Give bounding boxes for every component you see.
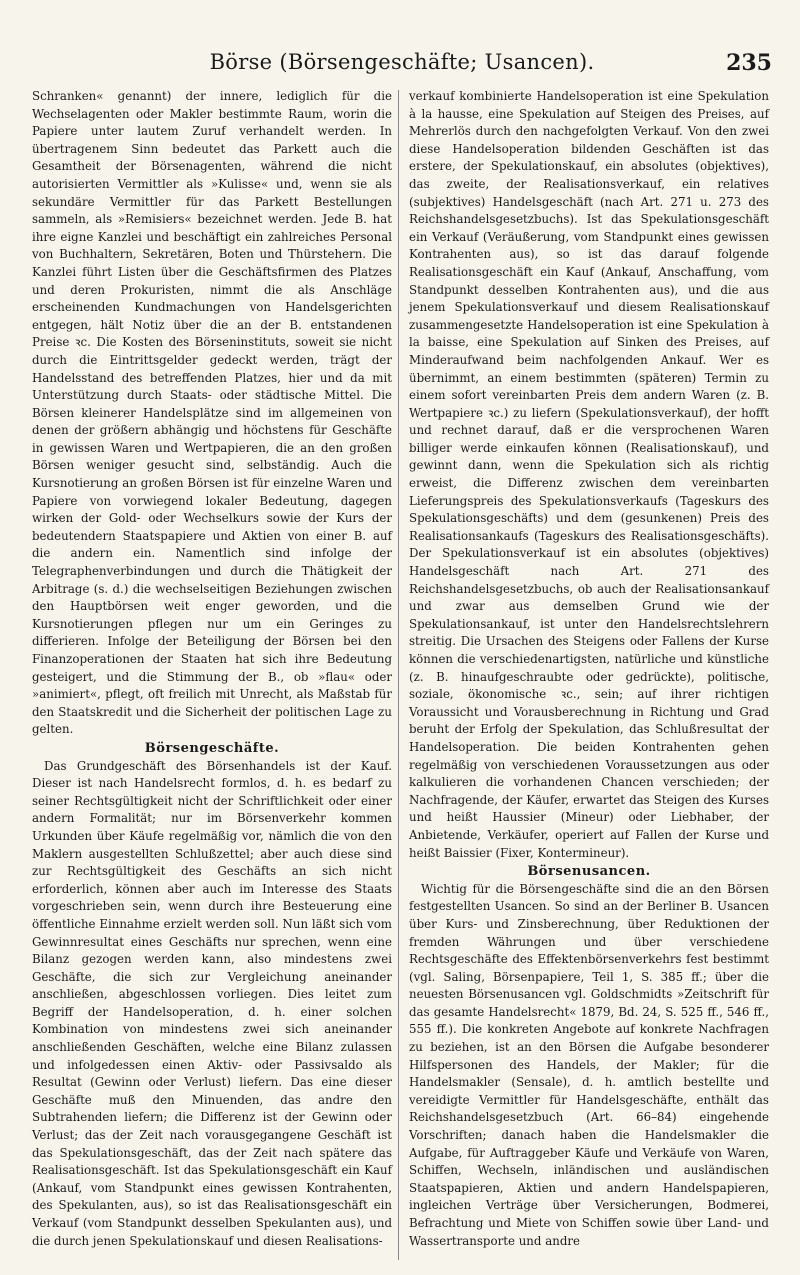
paragraph-spekulation: verkauf kombinierte Handelsoperation ist eine Spekulation à la hausse, eine Spekulation auf Steigen des Preises, auf Mehrerlös durch den nachgefolgten Verkauf. Von den zwei diese Handelsoperation bildenden Geschäften ist das erstere, der Spekulationskauf, ein absolutes (objektives), das zweite, der Realisationsverkauf, ein relatives (subjektives) Handelsgeschäft (nach Art. 271 u. 273 des Reichshandelsgesetzbuchs). Ist das Spekulationsgeschäft ein Verkauf (Veräußerung, vom Standpunkt eines gewissen Kontrahenten aus), so ist das darauf folgende Realisationsgeschäft ein Kauf (Ankauf, Anschaffung, vom Standpunkt desselben Kontrahenten aus), und die aus jenem Spekulationsverkauf und diesem Realisationskauf zusammengesetzte Handelsoperation ist eine Spekulation à la baisse, eine Spekulation auf Sinken des Preises, auf Minderaufwand beim nachfolgenden Ankauf. Wer es übernimmt, an einem bestimmten (späteren) Termin zu einem sofort vereinbarten Preis dem andern Waren (z. B. Wertpapiere ꝛc.) zu liefern (Spekulationsverkauf), der hofft und rechnet darauf, daß er die versprochenen Waren billiger werde einkaufen können (Realisationskauf), und gewinnt dann, wenn die Spekulation sich als richtig erweist, die Differenz zwischen dem vereinbarten Lieferungspreis des Spekulationsverkaufs (Tageskurs des Spekulationsgeschäfts) und dem (gesunkenen) Preis des Realisationsankaufs (Tageskurs des Realisationsgeschäfts). Der Spekulationsverkauf ist ein absolutes (objektives) Handelsgeschäft nach Art. 271 des Reichshandelsgesetzbuchs, ob auch der Realisationsankauf und zwar aus demselben Grund wie der Spekulationsankauf, ist unter den Handelsrechtslehrern streitig. Die Ursachen des Steigens oder Fallens der Kurse können die verschiedenartigsten, natürliche und künstliche (z. B. hinaufgeschraubte oder gedrückte), politische, soziale, ökonomische ꝛc., sein; auf ihrer richtigen Voraussicht und Vorausberechnung in Richtung und Grad beruht der Erfolg der Spekulation, das Schlußresultat der Handelsoperation. Die beiden Kontrahenten gehen regelmäßig von verschiedenen Voraussetzungen aus oder kalkulieren die vorhandenen Chancen verschieden; der Nachfragende, der Käufer, erwartet das Steigen des Kurses und heißt Haussier (Mineur) oder Liebhaber, der Anbietende, Verkäufer, operiert auf Fallen der Kurse und heißt Baissier (Fixer, Kontermineur). [409, 89, 769, 860]
page-title: Börse (Börsengeschäfte; Usancen). [209, 50, 595, 74]
paragraph-grundgeschaeft: Das Grundgeschäft des Börsenhandels ist der Kauf. Dieser ist nach Handelsrecht formlos, d. h. es bedarf zu seiner Rechtsgültigkeit nicht der Schriftlichkeit oder einer andern Formalität; nur im Börsenverkehr kommen Urkunden über Käufe regelmäßig vor, nämlich die von den Maklern ausgestellten Schlußzettel; aber auch diese sind zur Rechtsgültigkeit des Geschäfts an sich nicht erforderlich, können aber auch im Interesse des Staats vorgeschrieben sein, wenn durch ihre Besteuerung eine öffentliche Einnahme erzielt werden soll. Nun läßt sich vom Gewinnresultat eines Geschäfts nur sprechen, wenn eine Bilanz gezogen werden kann, also mindestens zwei Geschäfte, die sich zur Vergleichung aneinander anschließen, abgeschlossen vorliegen. Dies leitet zum Begriff der Handelsoperation, d. h. einer solchen Kombination von mindestens zwei sich aneinander anschließenden Geschäften, welche eine Bilanz zulassen und infolgedessen einen Aktiv- oder Passivsaldo als Resultat (Gewinn oder Verlust) liefern. Das eine dieser Geschäfte muß den Minuenden, das andre den Subtrahenden liefern; die Differenz ist der Gewinn oder Verlust; das der Zeit nach vorausgegangene Geschäft ist das Spekulationsgeschäft, das der Zeit nach spätere das Realisationsgeschäft. Ist das Spekulationsgeschäft ein Kauf (Ankauf, vom Standpunkt eines gewissen Kontrahenten, des Spekulanten, aus), so ist das Realisationsgeschäft ein Verkauf (vom Standpunkt desselben Spekulanten aus), und die durch jenen Spekulationskauf und diesen Realisations- [32, 758, 392, 1248]
paragraph-parkett: Schranken« genannt) der innere, lediglich für die Wechselagenten oder Makler bestimmte Raum, worin die Papiere unter lautem Zuruf verhandelt werden. In übertragenem Sinn bedeutet das Parkett auch die Gesamtheit der Börsenagenten, während die nicht autorisierten Vermittler als »Kulisse« und, wenn sie als sekundäre Vermittler für das Parkett Bestellungen sammeln, als »Remisiers« bezeichnet werden. Jede B. hat ihre eigne Kanzlei und beschäftigt ein zahlreiches Personal von Buchhaltern, Sekretären, Boten und Thürstehern. Die Kanzlei führt Listen über die Geschäftsfirmen des Platzes und deren Prokuristen, nimmt die als Anschläge erscheinenden Kundmachungen von Handelsgerichten entgegen, hält Notiz über die an der B. entstandenen Preise ꝛc. Die Kosten des Börseninstituts, soweit sie nicht durch die Eintrittsgelder gedeckt werden, trägt der Handelsstand des betreffenden Platzes, hier und da mit Unterstützung durch Staats- oder städtische Mittel. Die Börsen kleinerer Handelsplätze sind im allgemeinen von denen der größern abhängig und höchstens für Geschäfte in gewissen Waren und Wertpapieren, die an den großen Börsen weniger gesucht sind, selbständig. Auch die Kursnotierung an großen Börsen ist für einzelne Waren und Papiere von vorwiegend lokaler Bedeutung, dagegen wirken der Gold- oder Wechselkurs sowie der Kurs der bedeutendern Staatspapiere und Aktien von einer B. auf die andern ein. Namentlich sind infolge der Telegraphenverbindungen und durch die Thätigkeit der Arbitrage (s. d.) die wechselseitigen Beziehungen zwischen den Hauptbörsen weit enger geworden, und die Kursnotierungen pflegen nur um ein Geringes zu differieren. Infolge der Beteiligung der Börsen bei den Finanzoperationen der Staaten hat sich ihre Bedeutung gesteigert, und die Stimmung der B., ob »flau« oder »animiert«, pflegt, oft freilich mit Unrecht, als Maßstab für den Staatskredit und die Sicherheit der politischen Lage zu gelten. [32, 89, 392, 737]
paragraph-usancen: Wichtig für die Börsengeschäfte sind die an den Börsen festgestellten Usancen. So sind an der Berliner B. Usancen über Kurs- und Zinsberechnung, über Reduktionen der fremden Währungen und über verschiedene Rechtsgeschäfte des Effektenbörsenverkehrs fest bestimmt (vgl. Saling, Börsenpapiere, Teil 1, S. 385 ff.; über die neuesten Börsenusancen vgl. Goldschmidts »Zeitschrift für das gesamte Handelsrecht« 1879, Bd. 24, S. 525 ff., 546 ff., 555 ff.). Die konkreten Angebote auf konkrete Nachfragen zu beziehen, ist an den Börsen die Aufgabe besonderer Hilfspersonen des Handels, der Makler; für die Handelsmakler (Sensale), d. h. amtlich bestellte und vereidigte Vermittler für Handelsgeschäfte, enthält das Reichshandelsgesetzbuch (Art. 66–84) eingehende Vorschriften; danach haben die Handelsmakler die Aufgabe, für Auftraggeber Käufe und Verkäufe von Waren, Schiffen, Wechseln, inländischen und ausländischen Staatspapieren, Aktien und andern Handelspapieren, ingleichen Verträge über Versicherungen, Bodmerei, Befrachtung und Miete von Schiffen sowie über Land- und Wassertransporte und andre [409, 881, 769, 1248]
section-heading-boersenusancen: Börsenusancen. [527, 864, 651, 880]
section-heading-boersengeschaefte: Börsengeschäfte. [144, 740, 280, 756]
running-head [32, 50, 772, 80]
right-column [409, 88, 769, 1250]
page-number: 235 [726, 50, 772, 76]
left-column [32, 88, 392, 1250]
column-divider [398, 90, 399, 1260]
